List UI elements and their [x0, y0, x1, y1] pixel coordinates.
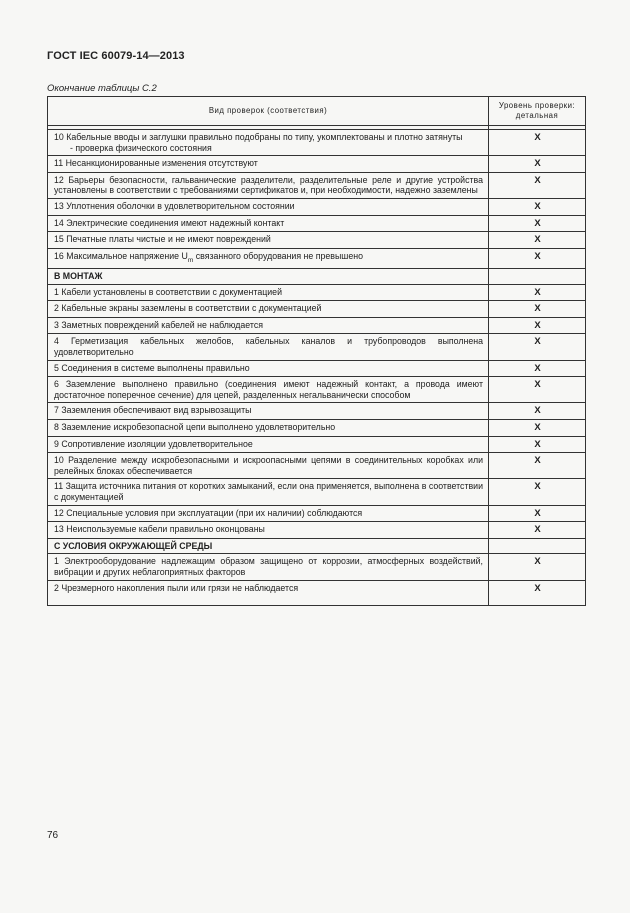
check-mark: X: [489, 317, 586, 334]
check-text: 16 Максимальное напряжение U: [54, 250, 188, 261]
check-description: [48, 284, 489, 301]
check-description: [48, 360, 489, 377]
table-row: [48, 232, 586, 249]
check-description: [48, 156, 489, 173]
check-mark: X: [489, 198, 586, 215]
section-title: [48, 538, 489, 554]
check-description: [48, 198, 489, 215]
check-mark: X: [489, 554, 586, 580]
table-row: [48, 156, 586, 173]
check-mark: X: [489, 479, 586, 505]
check-text: 1 Электрооборудование надлежащим образом защищено от коррозии, атмосферных воздействий, вибрации и других неблагоприятных факторов: [54, 556, 483, 577]
check-description: [48, 377, 489, 403]
check-mark: X: [489, 360, 586, 377]
check-mark: X: [489, 215, 586, 232]
check-text: 12 Барьеры безопасности, гальванические разделители, разделительные реле и другие устройства установлены в соответствии с требованиями сертификатов и, при необходимости, надежно заземлены: [54, 174, 483, 196]
table-row: [48, 505, 586, 522]
check-text: 3 Заметных повреждений кабелей не наблюдается: [54, 319, 263, 330]
check-description: [48, 301, 489, 318]
check-text: 9 Сопротивление изоляции удовлетворительное: [54, 438, 253, 449]
check-mark: X: [489, 377, 586, 403]
check-text: 7 Заземления обеспечивают вид взрывозащиты: [54, 405, 252, 416]
check-description: [48, 453, 489, 479]
check-description: [48, 248, 489, 268]
check-text: 14 Электрические соединения имеют надежный контакт: [54, 217, 285, 228]
table-row: [48, 479, 586, 505]
table-row: [48, 284, 586, 301]
table-row: [48, 360, 586, 377]
table-row: [48, 453, 586, 479]
check-description: [48, 522, 489, 539]
check-description: [48, 130, 489, 156]
check-mark: X: [489, 420, 586, 437]
check-description: [48, 215, 489, 232]
check-mark: X: [489, 156, 586, 173]
table-row: [48, 522, 586, 539]
check-mark: X: [489, 172, 586, 198]
table-row: [48, 172, 586, 198]
table-row: [48, 198, 586, 215]
check-mark: [489, 269, 586, 285]
check-description: [48, 403, 489, 420]
page-number: 76: [47, 830, 59, 841]
document-code: ГОСТ IEC 60079-14—2013: [47, 50, 185, 62]
table-row: [48, 334, 586, 360]
section-row: [48, 538, 586, 554]
check-text: 13 Неиспользуемые кабели правильно оконцованы: [54, 524, 265, 535]
table-row: [48, 580, 586, 605]
check-text: C УСЛОВИЯ ОКРУЖАЮЩЕЙ СРЕДЫ: [54, 540, 213, 551]
check-mark: X: [489, 334, 586, 360]
table-row: [48, 215, 586, 232]
table-row: [48, 403, 586, 420]
table-row: [48, 436, 586, 453]
table-row: [48, 377, 586, 403]
check-text: 10 Разделение между искробезопасными и искроопасными цепями в соединительных коробках или релейных блоках обеспечивается: [54, 455, 483, 476]
check-mark: X: [489, 436, 586, 453]
check-text-subscript: m: [187, 256, 194, 264]
table-row: [48, 554, 586, 580]
table-caption: Окончание таблицы С.2: [47, 83, 157, 94]
check-subitem: - проверка физического состояния: [70, 142, 212, 153]
check-description: [48, 479, 489, 505]
check-text: 10 Кабельные вводы и заглушки правильно подобраны по типу, укомплектованы и плотно затянуты: [54, 132, 463, 142]
section-title: [48, 269, 489, 285]
check-description: [48, 172, 489, 198]
check-description: [48, 334, 489, 360]
table-row: [48, 130, 586, 156]
check-mark: X: [489, 301, 586, 318]
check-text-continued: связанного оборудования не превышено: [193, 250, 363, 261]
check-text: 4 Герметизация кабельных желобов, кабельных каналов и трубопроводов выполнена удовлетворительно: [54, 336, 483, 358]
check-mark: [489, 538, 586, 554]
check-description: [48, 232, 489, 249]
check-description: [48, 436, 489, 453]
check-text: B МОНТАЖ: [54, 271, 103, 282]
header-inspection-level-line2: детальная: [515, 111, 559, 120]
check-text: 8 Заземление искробезопасной цепи выполнено удовлетворительно: [54, 422, 336, 433]
table-row: [48, 248, 586, 268]
check-mark: X: [489, 232, 586, 249]
check-mark: X: [489, 403, 586, 420]
check-description: [48, 505, 489, 522]
check-description: [48, 554, 489, 580]
header-inspection-level-line1: Уровень проверки:: [498, 101, 576, 110]
check-text: 1 Кабели установлены в соответствии с документацией: [54, 286, 282, 297]
check-description: [48, 420, 489, 437]
check-text: 2 Чрезмерного накопления пыли или грязи не наблюдается: [54, 582, 299, 593]
table-row: [48, 301, 586, 318]
section-row: [48, 269, 586, 285]
table-header-row: [48, 97, 586, 126]
header-check-type: Вид проверок (соответствия): [48, 97, 489, 126]
check-text: 12 Специальные условия при эксплуатации (при их наличии) соблюдаются: [54, 507, 363, 518]
check-mark: X: [489, 130, 586, 156]
check-text: 5 Соединения в системе выполнены правильно: [54, 362, 250, 373]
check-description: [48, 580, 489, 605]
check-text: 11 Защита источника питания от коротких замыканий, если она применяется, выполнена в соответствии с документацией: [54, 481, 483, 502]
table-row: [48, 317, 586, 334]
header-inspection-level: [489, 97, 586, 126]
check-text: 6 Заземление выполнено правильно (соединения имеют надежный контакт, а провода имеют достаточное поперечное сечение) для цепей, разделенных негальванически способом: [54, 379, 483, 400]
check-mark: X: [489, 284, 586, 301]
check-description: [48, 317, 489, 334]
check-mark: X: [489, 453, 586, 479]
check-text: 2 Кабельные экраны заземлены в соответствии с документацией: [54, 303, 322, 314]
table-body: [48, 130, 586, 606]
check-mark: X: [489, 505, 586, 522]
check-text: 11 Несанкционированные изменения отсутствуют: [54, 158, 258, 169]
check-mark: X: [489, 248, 586, 268]
inspection-table: [47, 96, 586, 606]
check-text: 13 Уплотнения оболочки в удовлетворительном состоянии: [54, 200, 295, 211]
check-mark: X: [489, 580, 586, 605]
table-row: [48, 420, 586, 437]
check-text: 15 Печатные платы чистые и не имеют повреждений: [54, 234, 271, 245]
check-mark: X: [489, 522, 586, 539]
